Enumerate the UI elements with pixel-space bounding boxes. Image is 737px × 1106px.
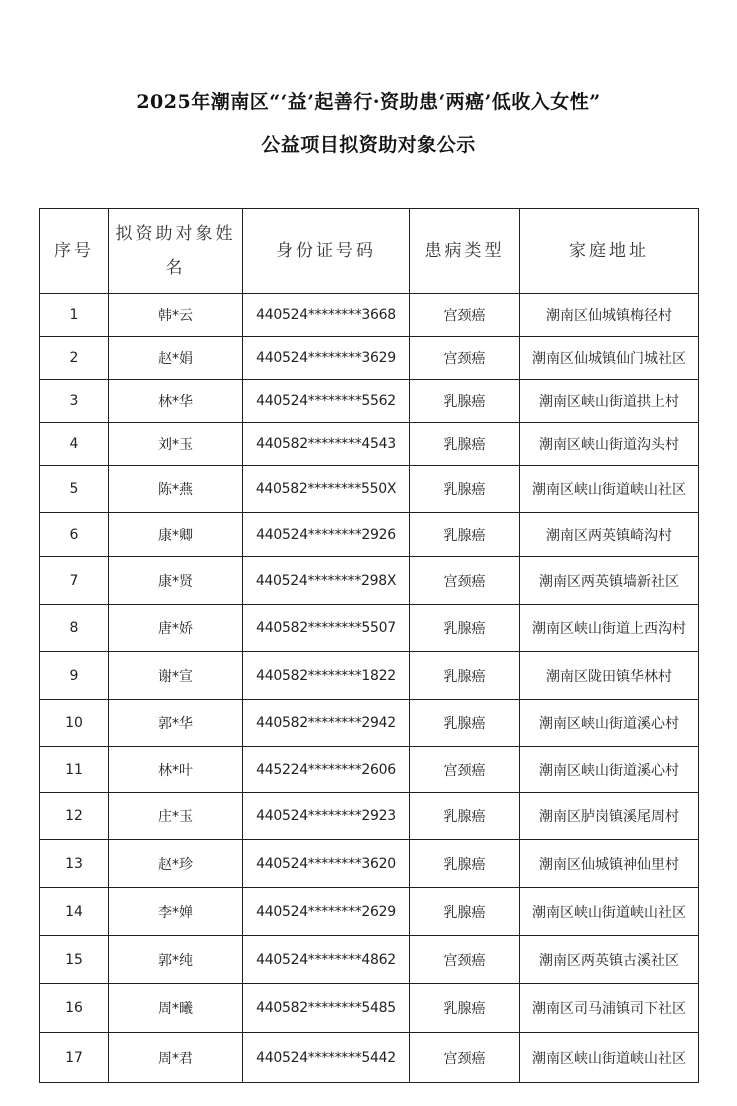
cell-disease-type: 宫颈癌	[410, 557, 520, 605]
table-row	[40, 557, 699, 605]
cell-recipient-name: 李*婵	[109, 888, 243, 936]
table-row	[40, 747, 699, 793]
cell-recipient-name: 庄*玉	[109, 793, 243, 840]
cell-id-number: 440524********5442	[243, 1033, 410, 1083]
cell-home-address: 潮南区峡山街道溪心村	[520, 747, 699, 793]
table-row	[40, 984, 699, 1033]
cell-serial-no: 5	[40, 466, 109, 513]
cell-recipient-name: 康*贤	[109, 557, 243, 605]
cell-serial-no: 12	[40, 793, 109, 840]
cell-home-address: 潮南区峡山街道沟头村	[520, 423, 699, 466]
cell-recipient-name: 谢*宣	[109, 652, 243, 700]
cell-home-address: 潮南区峡山街道溪心村	[520, 700, 699, 747]
cell-serial-no: 9	[40, 652, 109, 700]
recipient-table	[39, 208, 699, 1083]
cell-disease-type: 宫颈癌	[410, 294, 520, 337]
document-title-line-1: 2025年潮南区“‘益’起善行·资助患‘两癌’低收入女性”	[136, 91, 601, 113]
cell-id-number: 440524********3668	[243, 294, 410, 337]
table-row	[40, 605, 699, 652]
cell-disease-type: 乳腺癌	[410, 888, 520, 936]
cell-serial-no: 7	[40, 557, 109, 605]
cell-serial-no: 14	[40, 888, 109, 936]
cell-disease-type: 乳腺癌	[410, 513, 520, 557]
cell-home-address: 潮南区陇田镇华林村	[520, 652, 699, 700]
table-row	[40, 888, 699, 936]
cell-disease-type: 宫颈癌	[410, 1033, 520, 1083]
cell-id-number: 440582********1822	[243, 652, 410, 700]
cell-recipient-name: 周*曦	[109, 984, 243, 1033]
cell-disease-type: 乳腺癌	[410, 984, 520, 1033]
header-home-address: 家庭地址	[520, 209, 699, 294]
cell-disease-type: 乳腺癌	[410, 380, 520, 423]
table-row	[40, 840, 699, 888]
cell-id-number: 440582********5485	[243, 984, 410, 1033]
table-body	[40, 294, 699, 1083]
table-row	[40, 513, 699, 557]
cell-disease-type: 宫颈癌	[410, 936, 520, 984]
cell-serial-no: 15	[40, 936, 109, 984]
table-row	[40, 466, 699, 513]
cell-home-address: 潮南区司马浦镇司下社区	[520, 984, 699, 1033]
table-row	[40, 936, 699, 984]
cell-serial-no: 6	[40, 513, 109, 557]
header-serial-no: 序号	[40, 209, 109, 294]
cell-recipient-name: 周*君	[109, 1033, 243, 1083]
cell-disease-type: 乳腺癌	[410, 423, 520, 466]
cell-home-address: 潮南区仙城镇仙门城社区	[520, 337, 699, 380]
cell-recipient-name: 康*卿	[109, 513, 243, 557]
cell-disease-type: 乳腺癌	[410, 700, 520, 747]
cell-serial-no: 17	[40, 1033, 109, 1083]
cell-id-number: 440582********550X	[243, 466, 410, 513]
cell-disease-type: 宫颈癌	[410, 337, 520, 380]
header-recipient-name	[109, 209, 243, 294]
cell-id-number: 440524********3620	[243, 840, 410, 888]
cell-recipient-name: 郭*华	[109, 700, 243, 747]
cell-recipient-name: 郭*纯	[109, 936, 243, 984]
cell-id-number: 440582********4543	[243, 423, 410, 466]
cell-id-number: 440524********5562	[243, 380, 410, 423]
cell-recipient-name: 唐*娇	[109, 605, 243, 652]
cell-id-number: 440524********4862	[243, 936, 410, 984]
cell-id-number: 440524********2926	[243, 513, 410, 557]
document-title-line-2: 公益项目拟资助对象公示	[261, 134, 476, 156]
cell-serial-no: 13	[40, 840, 109, 888]
cell-serial-no: 16	[40, 984, 109, 1033]
cell-disease-type: 乳腺癌	[410, 793, 520, 840]
cell-serial-no: 1	[40, 294, 109, 337]
cell-serial-no: 11	[40, 747, 109, 793]
cell-serial-no: 10	[40, 700, 109, 747]
cell-home-address: 潮南区峡山街道上西沟村	[520, 605, 699, 652]
header-disease-type: 患病类型	[410, 209, 520, 294]
table-row	[40, 700, 699, 747]
table-row	[40, 294, 699, 337]
cell-home-address: 潮南区峡山街道拱上村	[520, 380, 699, 423]
cell-home-address: 潮南区两英镇墙新社区	[520, 557, 699, 605]
cell-serial-no: 4	[40, 423, 109, 466]
cell-serial-no: 2	[40, 337, 109, 380]
cell-home-address: 潮南区两英镇崎沟村	[520, 513, 699, 557]
cell-id-number: 440582********5507	[243, 605, 410, 652]
cell-disease-type: 宫颈癌	[410, 747, 520, 793]
cell-disease-type: 乳腺癌	[410, 605, 520, 652]
table-header-row	[40, 209, 699, 294]
cell-disease-type: 乳腺癌	[410, 466, 520, 513]
cell-recipient-name: 赵*娟	[109, 337, 243, 380]
cell-id-number: 440524********3629	[243, 337, 410, 380]
cell-recipient-name: 赵*珍	[109, 840, 243, 888]
table-row	[40, 423, 699, 466]
cell-serial-no: 8	[40, 605, 109, 652]
cell-id-number: 440524********2923	[243, 793, 410, 840]
cell-home-address: 潮南区胪岗镇溪尾周村	[520, 793, 699, 840]
cell-recipient-name: 林*叶	[109, 747, 243, 793]
cell-recipient-name: 陈*燕	[109, 466, 243, 513]
cell-home-address: 潮南区峡山街道峡山社区	[520, 888, 699, 936]
cell-home-address: 潮南区仙城镇梅径村	[520, 294, 699, 337]
cell-disease-type: 乳腺癌	[410, 652, 520, 700]
cell-home-address: 潮南区两英镇古溪社区	[520, 936, 699, 984]
cell-id-number: 445224********2606	[243, 747, 410, 793]
table-row	[40, 1033, 699, 1083]
cell-recipient-name: 林*华	[109, 380, 243, 423]
cell-disease-type: 乳腺癌	[410, 840, 520, 888]
header-id-number: 身份证号码	[243, 209, 410, 294]
cell-home-address: 潮南区仙城镇神仙里村	[520, 840, 699, 888]
table-row	[40, 337, 699, 380]
cell-home-address: 潮南区峡山街道峡山社区	[520, 466, 699, 513]
table-row	[40, 652, 699, 700]
table-row	[40, 793, 699, 840]
cell-home-address: 潮南区峡山街道峡山社区	[520, 1033, 699, 1083]
cell-recipient-name: 刘*玉	[109, 423, 243, 466]
cell-id-number: 440524********298X	[243, 557, 410, 605]
table-row	[40, 380, 699, 423]
cell-serial-no: 3	[40, 380, 109, 423]
cell-recipient-name: 韩*云	[109, 294, 243, 337]
header-recipient-name-text: 拟资助对象姓名	[115, 224, 236, 278]
cell-id-number: 440582********2942	[243, 700, 410, 747]
cell-id-number: 440524********2629	[243, 888, 410, 936]
